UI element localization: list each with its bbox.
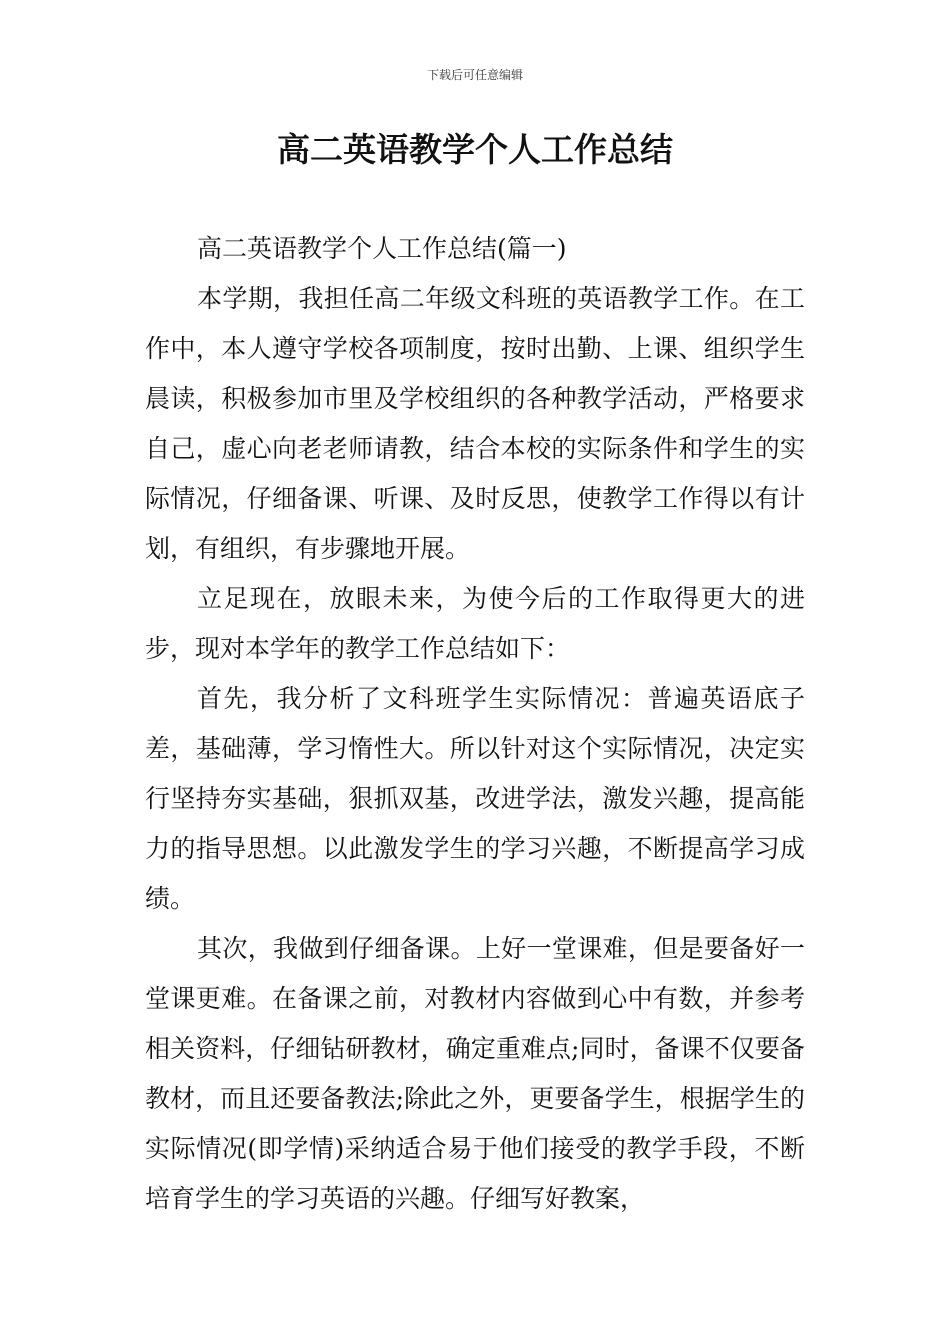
- document-body: [145, 224, 805, 1224]
- header-note: 下载后可任意编辑: [426, 68, 523, 82]
- paragraph-4: 其次，我做到仔细备课。上好一堂课难，但是要备好一堂课更难。在备课之前，对教材内容做到心中有数，并参考相关资料，仔细钻研教材，确定重难点;同时，备课不仅要备教材，而且还要备教法;除此之外，更要备学生，根据学生的实际情况(即学情)采纳适合易于他们接受的教学手段，不断培育学生的学习英语的兴趣。仔细写好教案，: [145, 934, 805, 1213]
- paragraph-2: 立足现在，放眼未来，为使今后的工作取得更大的进步，现对本学年的教学工作总结如下：: [145, 584, 805, 663]
- paragraph-1: 本学期，我担任高二年级文科班的英语教学工作。在工作中，本人遵守学校各项制度，按时出勤、上课、组织学生晨读，积极参加市里及学校组织的各种教学活动，严格要求自己，虚心向老老师请教，结合本校的实际条件和学生的实际情况，仔细备课、听课、及时反思，使教学工作得以有计划，有组织，有步骤地开展。: [145, 284, 805, 563]
- document-title: 高二英语教学个人工作总结: [277, 130, 673, 169]
- section-subtitle: 高二英语教学个人工作总结(篇一): [197, 234, 567, 263]
- paragraph-3: 首先，我分析了文科班学生实际情况：普遍英语底子差，基础薄，学习惰性大。所以针对这个实际情况，决定实行坚持夯实基础，狠抓双基，改进学法，激发兴趣，提高能力的指导思想。以此激发学生的学习兴趣，不断提高学习成绩。: [145, 684, 805, 913]
